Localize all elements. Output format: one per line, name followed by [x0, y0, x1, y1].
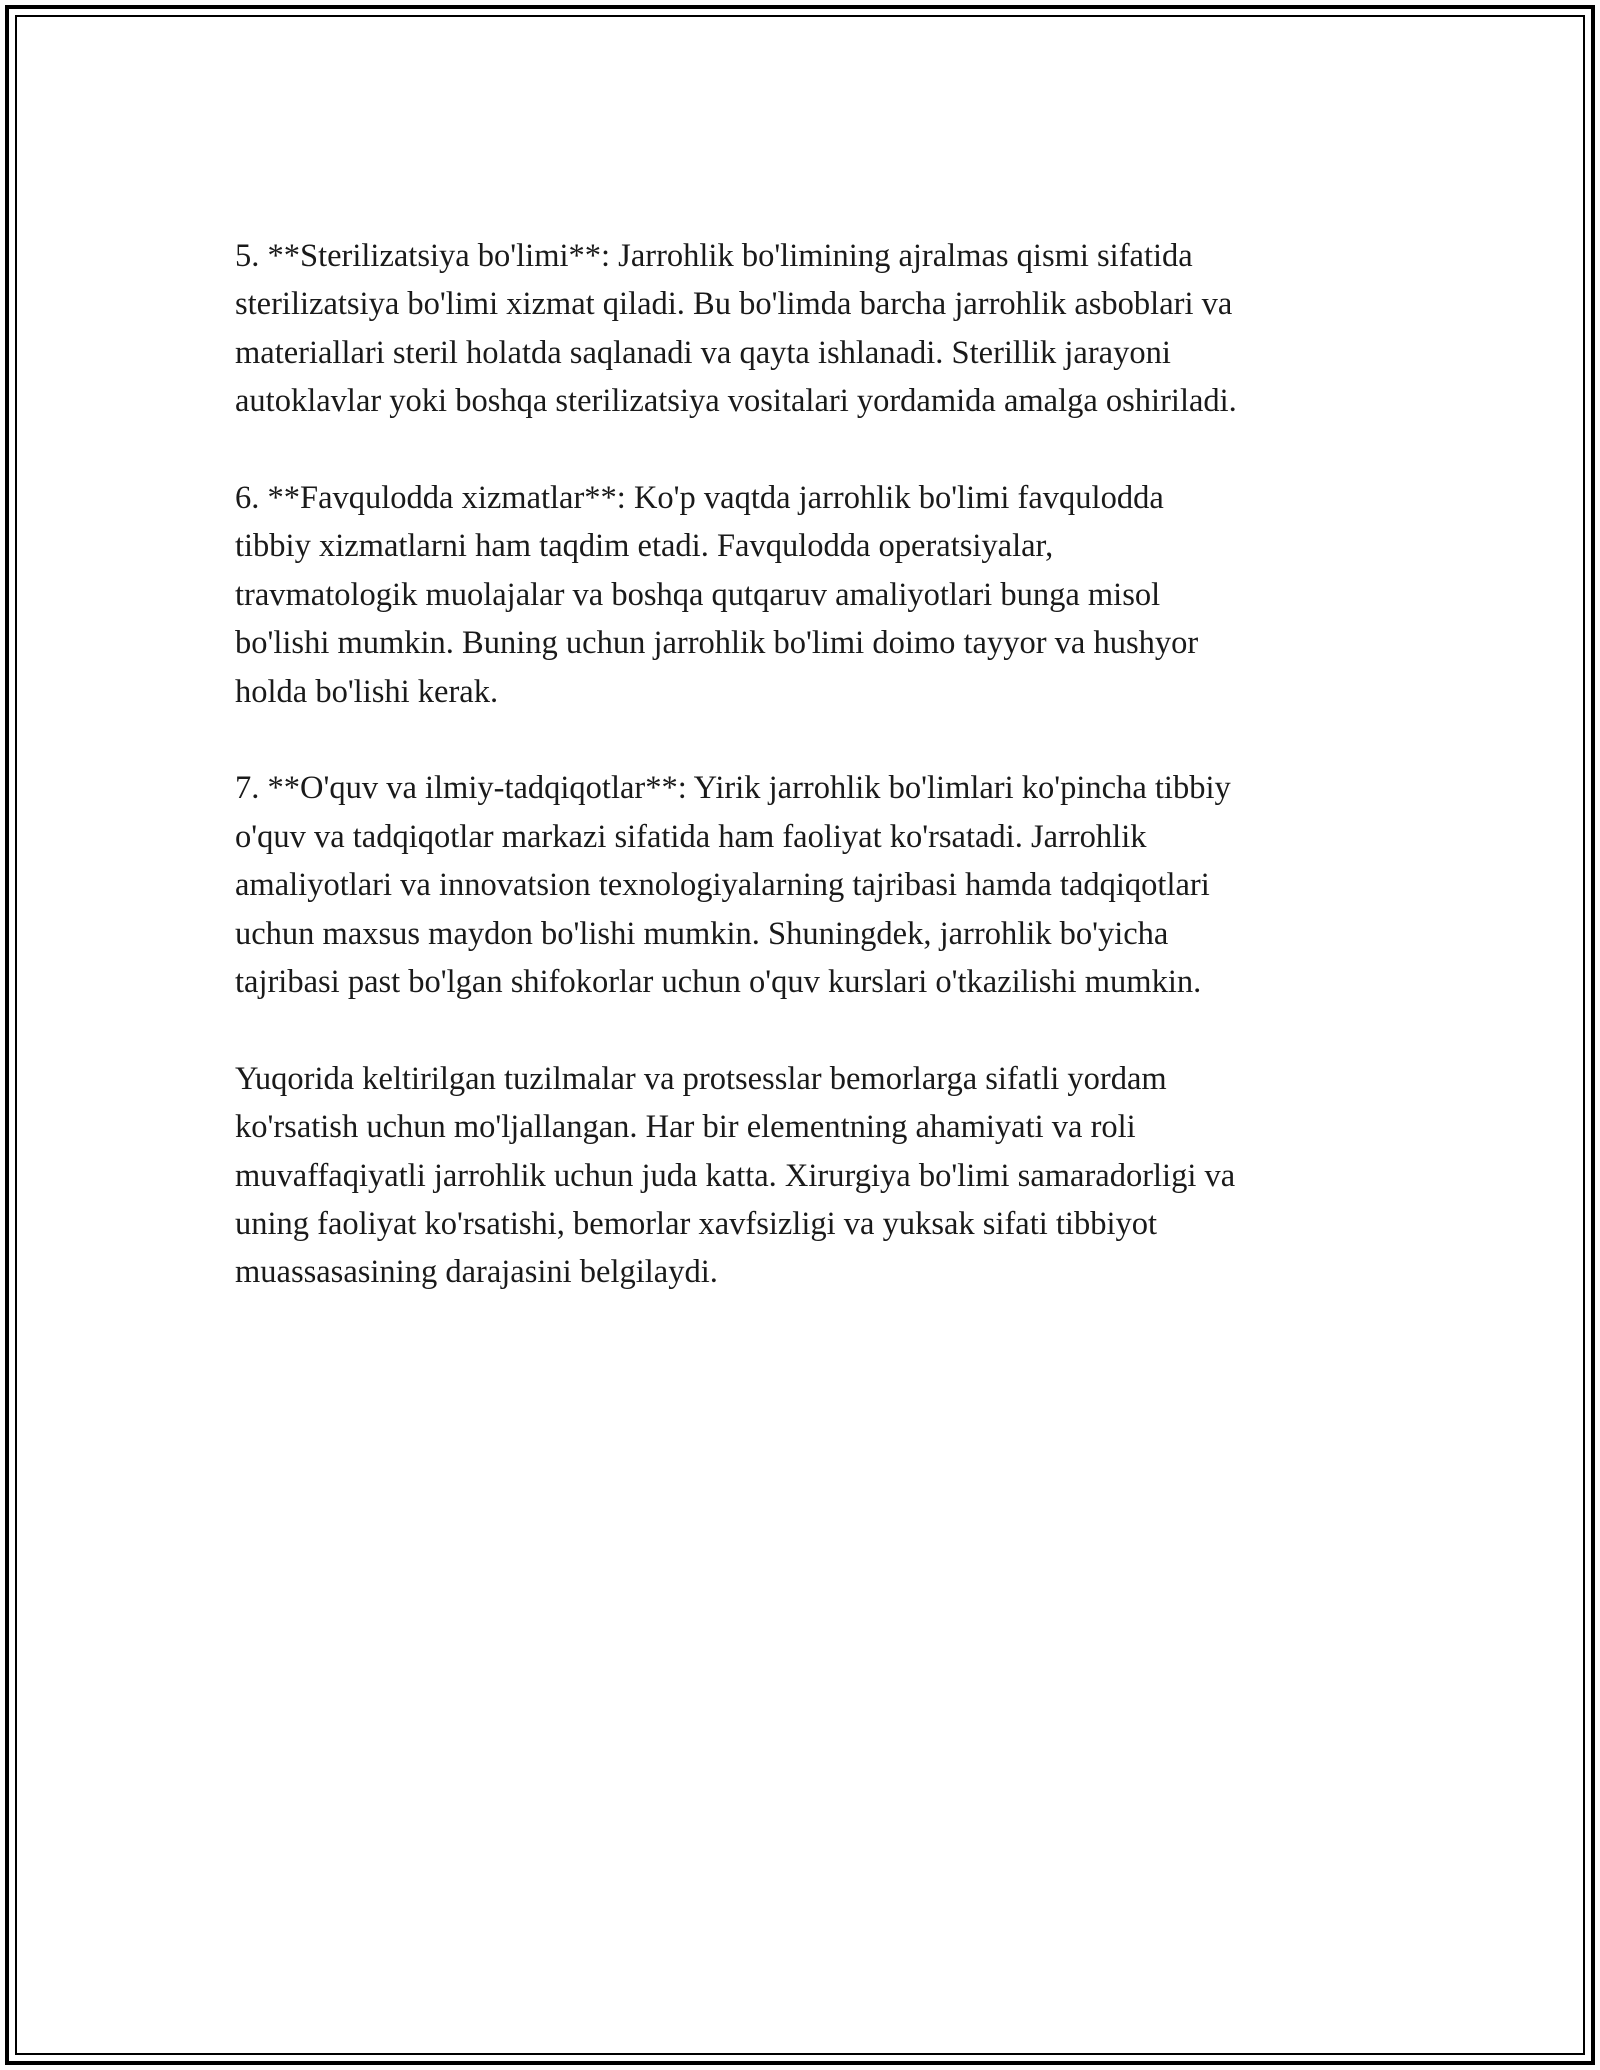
paragraph-emergency-services: 6. **Favqulodda xizmatlar**: Ko'p vaqtda jarrohlik bo'limi favqulodda tibbiy xizmatlarni ham taqdim etadi. Favqulodda operatsiyalar, travmatologik muolajalar va boshqa qutqaruv amaliyotlari bunga misol bo'lishi mumkin. Buning uchun jarrohlik bo'limi doimo tayyor va hushyor holda bo'lishi kerak. [235, 480, 1199, 710]
paragraph-sterilization: 5. **Sterilizatsiya bo'limi**: Jarrohlik bo'limining ajralmas qismi sifatida sterilizatsiya bo'limi xizmat qiladi. Bu bo'limda barcha jarrohlik asboblari va materiallari steril holatda saqlanadi va qayta ishlanadi. Sterillik jarayoni autoklavlar yoki boshqa sterilizatsiya vositalari yordamida amalga oshiriladi. [235, 238, 1237, 420]
paragraph-conclusion: Yuqorida keltirilgan tuzilmalar va protsesslar bemorlarga sifatli yordam ko'rsatish uchun mo'ljallangan. Har bir elementning ahamiyati va roli muvaffaqiyatli jarrohlik uchun juda katta. Xirurgiya bo'limi samaradorligi va uning faoliyat ko'rsatishi, bemorlar xavfsizligi va yuksak sifati tibbiyot muassasasining darajasini belgilaydi. [235, 1060, 1236, 1291]
document-body [235, 232, 1385, 1345]
paragraph-education-research: 7. **O'quv va ilmiy-tadqiqotlar**: Yirik jarrohlik bo'limlari ko'pincha tibbiy o'quv va tadqiqotlar markazi sifatida ham faoliyat ko'rsatadi. Jarrohlik amaliyotlari va innovatsion texnologiyalarning tajribasi hamda tadqiqotlari uchun maxsus maydon bo'lishi mumkin. Shuningdek, jarrohlik bo'yicha tajribasi past bo'lgan shifokorlar uchun o'quv kurslari o'tkazilishi mumkin. [235, 770, 1231, 1001]
